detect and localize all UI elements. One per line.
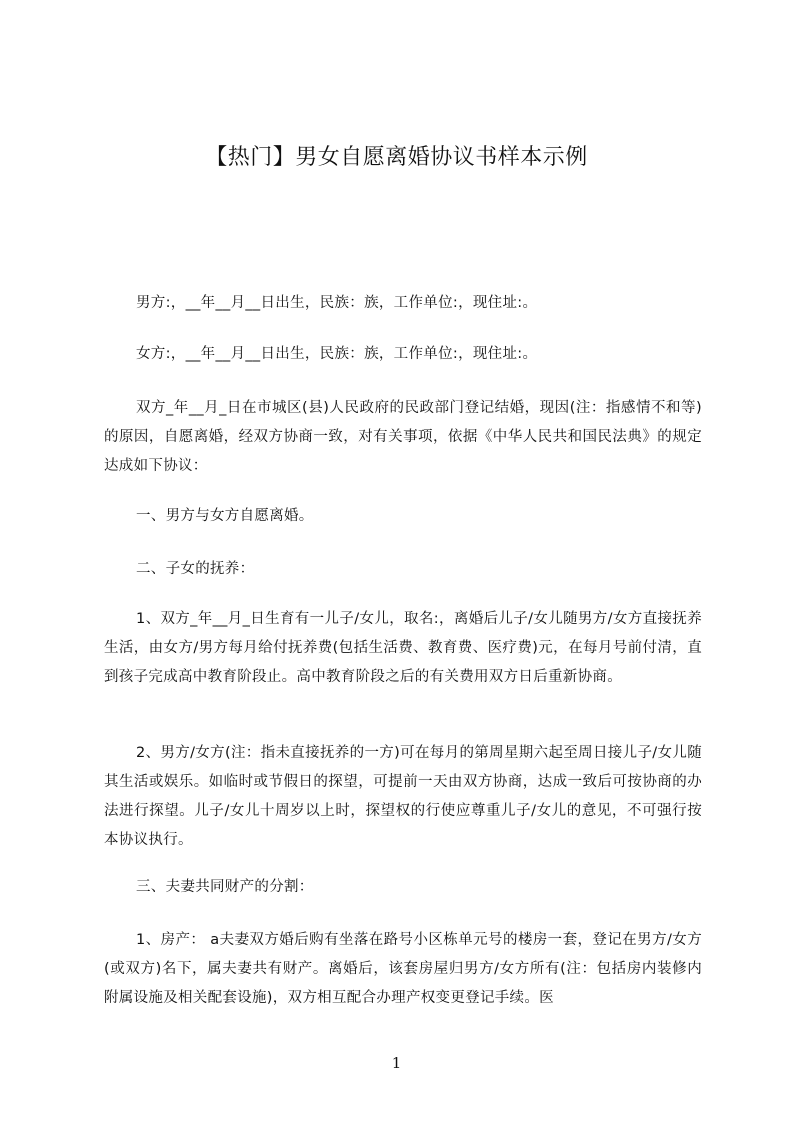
section-heading-divorce: 一、男方与女方自愿离婚。	[136, 508, 314, 524]
document-title: 【热门】男女自愿离婚协议书样本示例	[205, 145, 588, 170]
paragraph-husband-info: 男方:，__年__月__日出生，民族：族，工作单位:，现住址:。	[136, 295, 538, 311]
paragraph-visitation: 2、男方/女方(注：指未直接抚养的一方)可在每月的第周星期六起至周日接儿子/女儿随其生活或娱乐。如临时或节假日的探望，可提前一天由双方协商，达成一致后可按协商的办法进行探望。儿子/女儿十周岁以上时，探望权的行使应尊重儿子/女儿的意见，不可强行按本协议执行。	[104, 745, 702, 848]
paragraph-child-support: 1、双方_年__月_日生育有一儿子/女儿，取名:，离婚后儿子/女儿随男方/女方直接抚养生活，由女方/男方每月给付抚养费(包括生活费、教育费、医疗费)元，在每月号前付清，直到孩子完成高中教育阶段止。高中教育阶段之后的有关费用双方日后重新协商。	[104, 611, 702, 685]
page-number: 1	[391, 1054, 402, 1072]
section-heading-child-custody: 二、子女的抚养：	[136, 561, 255, 577]
paragraph-real-estate: 1、房产： a夫妻双方婚后购有坐落在路号小区栋单元号的楼房一套，登记在男方/女方(或双方)名下，属夫妻共有财产。离婚后，该套房屋归男方/女方所有(注：包括房内装修内附属设施及相关配套设施)，双方相互配合办理产权变更登记手续。医	[104, 932, 702, 1006]
paragraph-wife-info: 女方:，__年__月__日出生，民族：族，工作单位:，现住址:。	[136, 346, 538, 362]
paragraph-marriage-statement: 双方_年__月_日在市城区(县)人民政府的民政部门登记结婚，现因(注：指感情不和等)的原因，自愿离婚，经双方协商一致，对有关事项，依据《中华人民共和国民法典》的规定达成如下协议：	[104, 400, 702, 474]
section-heading-property-division: 三、夫妻共同财产的分割：	[136, 879, 314, 895]
